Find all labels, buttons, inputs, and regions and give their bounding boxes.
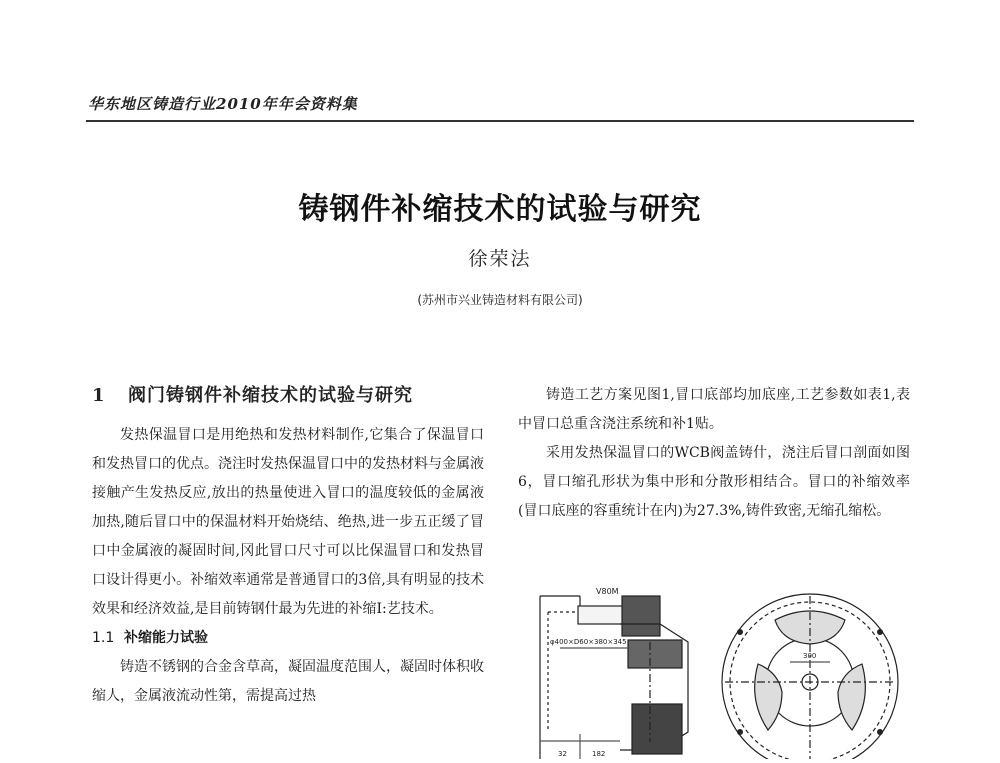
figure-dimension-label: φ400×D60×380×345 (550, 638, 627, 646)
subsection-number: 1.1 (92, 630, 115, 646)
figure-dimension-bottom-2: 182 (592, 750, 606, 758)
running-header: 华东地区铸造行业2010年年会资料集 (88, 95, 358, 113)
article-author: 徐荣法 (468, 248, 532, 270)
article-title: 铸钢件补缩技术的试验与研究 (298, 192, 702, 227)
figure-center-label: 300 (803, 652, 817, 660)
right-column (518, 381, 910, 526)
section-number: 1 (92, 385, 106, 406)
subsection-title: 补缩能力试验 (124, 630, 208, 646)
section-heading (92, 381, 484, 407)
figure-dimension-bottom-1: 32 (558, 750, 567, 758)
figure-area (520, 582, 915, 759)
body-paragraph: 铸造工艺方案见图1,冒口底部均加底座,工艺参数如表1,表中冒口总重含浇注系统和补1贴。 (518, 387, 910, 432)
section-title: 阀门铸钢件补缩技术的试验与研究 (128, 385, 413, 406)
casting-drawing (520, 582, 915, 759)
body-paragraph: 采用发热保温冒口的WCB阀盖铸什，浇注后冒口剖面如图6，冒口缩孔形状为集中形和分散形相结合。冒口的补缩效率 (冒口底座的容重统计在内)为27.3%,铸件致密,无缩孔缩松。 (518, 445, 910, 519)
body-paragraph: 发热保温冒口是用绝热和发热材料制作,它集合了保温冒口和发热冒口的优点。浇注时发热保温冒口中的发热材料与金属液接触产生发热反应,放出的热量使进入冒口的温度较低的金属液加热,随后冒口中的保温材料开始烧结、绝热,进一步五正缓了冒口中金属液的凝固时间,冈此冒口尺寸可以比保温冒口和发热冒口设计得更小。补缩效率通常是普通冒口的3倍,具有明显的技术效果和经济效益,是目前铸钢什最为先进的补缩I:艺技术。 (92, 427, 484, 617)
header-rule (86, 120, 914, 122)
figure-label-top: V80M (596, 587, 619, 596)
left-column (92, 381, 484, 711)
subsection-heading (92, 624, 484, 653)
body-paragraph: 铸造不锈钢的合金含草高，凝固温度范围人，凝固时体积收缩人，金属液流动性第，需提高过热 (92, 659, 484, 704)
article-affiliation: (苏州市兴业铸造材料有限公司) (417, 293, 583, 307)
